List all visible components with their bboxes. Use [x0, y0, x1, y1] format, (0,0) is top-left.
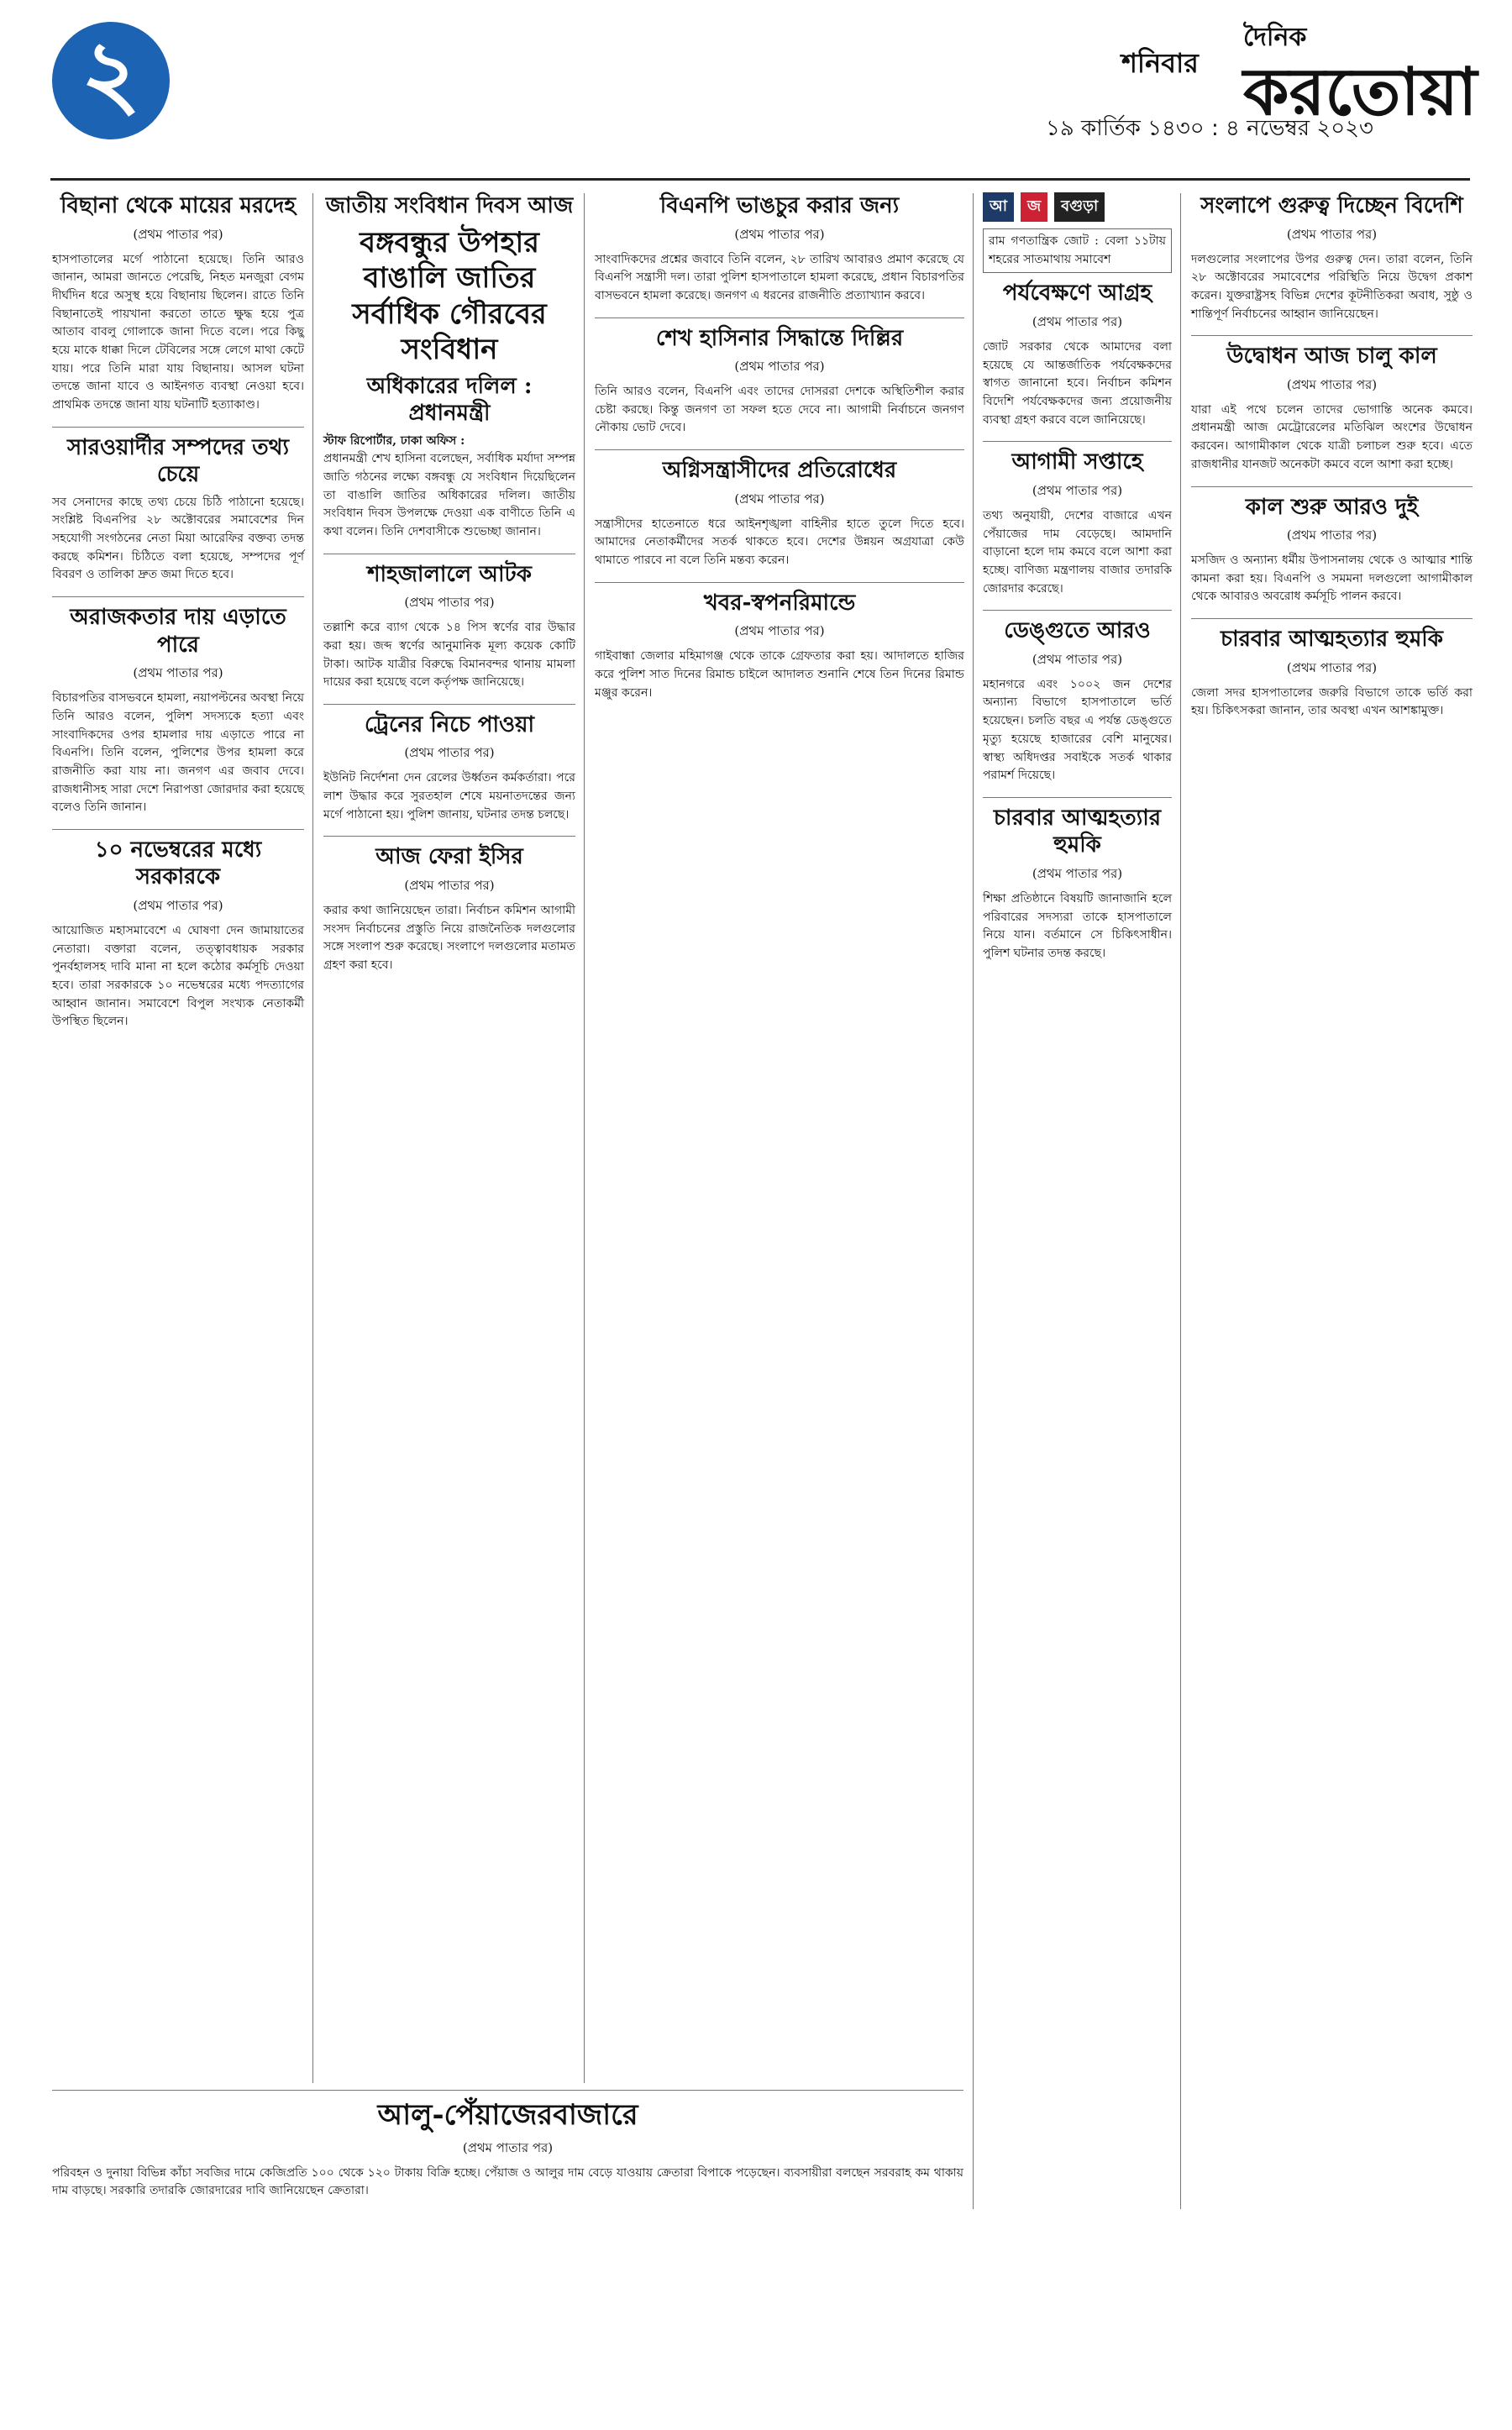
continued-label: (প্রথম পাতার পর) [133, 226, 223, 242]
story-body: জেলা সদর হাসপাতালের জরুরি বিভাগে তাকে ভর্তি করা হয়। চিকিৎসকরা জানান, তার অবস্থা এখন আশঙ্কামুক্ত। [1191, 685, 1473, 718]
story-body: তথ্য অনুযায়ী, দেশের বাজারে এখন পেঁয়াজের দাম বেড়েছে। আমদানি বাড়ানো হলে দাম কমবে বলে আশা করা হচ্ছে। বাণিজ্য মন্ত্রণালয় বাজার তদারকি জোরদার করেছে। [983, 508, 1172, 596]
story-body: গাইবান্ধা জেলার মহিমাগঞ্জ থেকে তাকে গ্রেফতার করা হয়। আদালতে হাজির করে পুলিশ সাত দিনের রিমান্ড চাইলে আদালত শুনানি শেষে তিন দিনের রিমান্ড মঞ্জুর করেন। [595, 649, 964, 700]
brand-small: দৈনিক [1243, 23, 1307, 52]
headline: শেখ হাসিনার সিদ্ধান্তে দিল্লির [655, 325, 904, 351]
headline: ১০ নভেম্বরের মধ্যে সরকারকে [94, 837, 262, 890]
story [983, 617, 1172, 785]
story-body: মহানগরে এবং ১০০২ জন দেশের অন্যান্য বিভাগে হাসপাতালে ভর্তি হয়েছেন। চলতি বছর এ পর্যন্ত ডেঙ্গুতে মৃত্যু হয়েছে হাজারের বেশি মানুষের। স্বাস্থ্য অধিদপ্তর সবাইকে সতর্ক থাকার পরামর্শ দিয়েছে। [983, 677, 1172, 783]
story [983, 280, 1172, 429]
headline: সারওয়ার্দীর সম্পদের তথ্য চেয়ে [66, 434, 290, 488]
continued-label: (প্রথম পাতার পর) [734, 623, 825, 639]
headline: আলু-পেঁয়াজেরবাজারে [377, 2098, 638, 2132]
headline: খবর-স্বপনরিমান্ডে [703, 590, 856, 616]
column-separator [1180, 193, 1181, 2209]
column-4 [983, 189, 1172, 975]
story-body: তিনি আরও বলেন, বিএনপি এবং তাদের দোসররা দেশকে অস্থিতিশীল করার চেষ্টা করছে। কিন্তু জনগণ তা সফল হতে দেবে না। আগামী নির্বাচনে জনগণ নৌকায় ভোট দেবে। [595, 385, 964, 435]
masthead-rule [50, 178, 1470, 181]
column-1 [52, 189, 304, 1043]
story-body: দলগুলোর সংলাপের উপর গুরুত্ব দেন। তারা বলেন, তিনি ২৮ অক্টোবরের সমাবেশের পরিস্থিতি নিয়ে উদ্বেগ প্রকাশ করেন। যুক্তরাষ্ট্রসহ বিভিন্ন দেশের কূটনীতিকরা অবাধ, সুষ্ঠু ও শান্তিপূর্ণ নির্বাচনের আহ্বান জানিয়েছেন। [1191, 252, 1473, 321]
column-separator [312, 193, 313, 2083]
story-body: পরিবহন ও দুনায়া বিভিন্ন কাঁচা সবজির দামে কেজিপ্রতি ১০০ থেকে ১২০ টাকায় বিক্রি হচ্ছে। পেঁয়াজ ও আলুর দাম বেড়ে যাওয়ায় ক্রেতারা বিপাকে পড়েছেন। ব্যবসায়ীরা বলছেন সরবরাহ কম থাকায় দাম বাড়ছে। সরকারি তদারকি জোরদারের দাবি জানিয়েছেন ক্রেতারা। [52, 2165, 963, 2198]
story-body: আয়োজিত মহাসমাবেশে এ ঘোষণা দেন জামায়াতের নেতারা। বক্তারা বলেন, তত্ত্বাবধায়ক সরকার পুনর্বহালসহ দাবি মানা না হলে কঠোর কর্মসূচি দেওয়া হবে। তারা সরকারকে ১০ নভেম্বরের মধ্যে পদত্যাগের আহ্বান জানান। সমাবেশে বিপুল সংখ্যক নেতাকর্মী উপস্থিত ছিলেন। [52, 923, 304, 1029]
divider [983, 610, 1172, 611]
story-body: যারা এই পথে চলেন তাদের ভোগান্তি অনেক কমবে। প্রধানমন্ত্রী আজ মেট্রোরেলের মতিঝিল অংশের উদ্বোধন করবেন। আগামীকাল থেকে যাত্রী চলাচল শুরু হবে। এতে রাজধানীর যানজট অনেকটা কমবে বলে আশা করা হচ্ছে। [1191, 402, 1473, 471]
continued-label: (প্রথম পাতার পর) [1032, 865, 1123, 881]
story [983, 449, 1172, 598]
story-body: তল্লাশি করে ব্যাগ থেকে ১৪ পিস স্বর্ণের বার উদ্ধার করা হয়। জব্দ স্বর্ণের আনুমানিক মূল্য কয়েক কোটি টাকা। আটক যাত্রীর বিরুদ্ধে বিমানবন্দর থানায় মামলা দায়ের করা হয়েছে বলে কর্তৃপক্ষ জানিয়েছে। [323, 621, 575, 690]
story-body: সব সেনাদের কাছে তথ্য চেয়ে চিঠি পাঠানো হয়েছে। সংশ্লিষ্ট বিএনপির ২৮ অক্টোবরের সমাবেশের দিন সহযোগী সংগঠনের নেতা মিয়া আরেফির বক্তব্য তদন্ত করছে কমিশন। চিঠিতে বলা হয়েছে, সম্পদের পূর্ণ বিবরণ ও তালিকা দ্রুত জমা দিতে হবে। [52, 495, 304, 582]
headline: সংলাপে গুরুত্ব দিচ্ছেন বিদেশি [1200, 193, 1463, 218]
divider [1191, 335, 1473, 336]
continued-label: (প্রথম পাতার পর) [1286, 527, 1378, 543]
continued-label: (প্রথম পাতার পর) [734, 359, 825, 375]
story [1191, 192, 1473, 323]
divider [983, 797, 1172, 798]
divider [1191, 486, 1473, 487]
story-body: মসজিদ ও অন্যান্য ধর্মীয় উপাসনালয় থেকে ও আত্মার শান্তি কামনা করা হয়। বিএনপি ও সমমনা দলগুলো আগামীকাল থেকে আবারও অবরোধ কর্মসূচি পালন করবে। [1191, 554, 1473, 604]
continued-label: (প্রথম পাতার পর) [734, 226, 825, 242]
story-body: জোট সরকার থেকে আমাদের বলা হয়েছে যে আন্তর্জাতিক পর্যবেক্ষকদের স্বাগত জানানো হবে। নির্বাচন কমিশন বিদেশি পর্যবেক্ষকদের জন্য প্রয়োজনীয় ব্যবস্থা গ্রহণ করবে বলে জানিয়েছে। [983, 339, 1172, 427]
continued-label: (প্রথম পাতার পর) [133, 897, 223, 913]
continued-label: (প্রথম পাতার পর) [404, 595, 495, 611]
story [323, 192, 575, 542]
story [595, 590, 964, 703]
story-body: শিক্ষা প্রতিষ্ঠানে বিষয়টি জানাজানি হলে পরিবারের সদস্যরা তাকে হাসপাতালে নিয়ে যান। বর্তমানে সে চিকিৎসাধীন। পুলিশ ঘটনার তদন্ত করছে। [983, 891, 1172, 960]
divider [595, 582, 964, 583]
headline: জাতীয় সংবিধান দিবস আজ [325, 193, 574, 218]
divider [52, 829, 304, 830]
headline: ট্রেনের নিচে পাওয়া [365, 711, 534, 737]
headline: অরাজকতার দায় এড়াতে পারে [70, 605, 286, 658]
divider [52, 596, 304, 597]
story-body: সাংবাদিকদের প্রশ্নের জবাবে তিনি বলেন, ২৮ তারিখ আবারও প্রমাণ করেছে যে বিএনপি সন্ত্রাসী দল। তারা পুলিশ হাসপাতালে হামলা করেছে, প্রধান বিচারপতির বাসভবনে হামলা করেছে। জনগণ এ ধরনের রাজনীতি প্রত্যাখ্যান করবে। [595, 252, 964, 302]
bogura-today [983, 192, 1172, 222]
continued-label: (প্রথম পাতার পর) [1032, 482, 1123, 498]
continued-label: (প্রথম পাতার পর) [462, 2139, 554, 2155]
story-body: হাসপাতালের মর্গে পাঠানো হয়েছে। তিনি আরও জানান, আমরা জানতে পেরেছি, নিহত মনজুরা বেগম দীর্ঘদিন ধরে অসুস্থ হয়ে বিছানায় ছিলেন। রাতে তিনি বিছানাতেই পায়খানা করতো তাতে ক্ষুদ্ধ হয়ে পুত্র আতাব বাবলু গোলাকে জানা দিতে বলে। পরে কিছু হয়ে মাকে ধাক্কা দিলে টেবিলের সঙ্গে লেগে মাথা কেটে যায়। পরে তিনি মারা যায় বিছানায়। আসল ঘটনা তদন্তে জানা যাবে ও আইনগত ব্যবস্থা নেওয়া হবে। প্রাথমিক তদন্তে জানা যায় ঘটনাটি হত্যাকাণ্ড। [52, 252, 304, 412]
continued-label: (প্রথম পাতার পর) [404, 745, 495, 761]
headline: ডেঙ্গুতে আরও [1004, 618, 1151, 644]
subheadline-2: অধিকারের দলিল : প্রধানমন্ত্রী [366, 373, 533, 426]
brand-logo [1243, 17, 1487, 168]
headline: চারবার আত্মহত্যার হুমকি [993, 805, 1162, 858]
story [595, 192, 964, 306]
headline: চারবার আত্মহত্যার হুমকি [1221, 627, 1443, 653]
story-body: করার কথা জানিয়েছেন তারা। নির্বাচন কমিশন আগামী সংসদ নির্বাচনের প্রস্তুতি নিয়ে রাজনৈতিক দলগুলোর সঙ্গে সংলাপ শুরু করেছে। সংলাপে দলগুলোর মতামত গ্রহণ করা হবে। [323, 903, 575, 972]
headline: উদ্বোধন আজ চালু কাল [1226, 344, 1437, 370]
continued-label: (প্রথম পাতার পর) [404, 877, 495, 893]
continued-label: (প্রথম পাতার পর) [133, 665, 223, 681]
divider [983, 441, 1172, 442]
story [323, 843, 575, 974]
divider [52, 2090, 963, 2091]
headline: আগামী সপ্তাহে [1011, 449, 1143, 475]
page-number: ২ [52, 22, 170, 139]
column-separator [973, 193, 974, 2209]
day-label: শনিবার [1121, 47, 1199, 79]
headline: কাল শুরু আরও দুই [1245, 494, 1419, 520]
story [52, 192, 304, 415]
story [52, 434, 304, 585]
story [983, 805, 1172, 963]
divider [595, 449, 964, 450]
notice-box: রাম গণতান্ত্রিক জোট : বেলা ১১টায় শহরের সাতমাথায় সমাবেশ [983, 228, 1172, 273]
headline: শাহজালালে আটক [367, 561, 532, 587]
story-body: ইউনিট নির্দেশনা দেন রেলের উর্ধ্বতন কর্মকর্তারা। পরে লাশ উদ্ধার করে সুরতহাল শেষে ময়নাতদন্তের জন্য মর্গে পাঠানো হয়। পুলিশ জানায়, ঘটনার তদন্ত চলছে। [323, 771, 575, 821]
headline: বিছানা থেকে মায়ের মরদেহ [60, 193, 296, 218]
story [1191, 343, 1473, 474]
divider [323, 836, 575, 837]
column-separator [584, 193, 585, 2083]
story [595, 325, 964, 438]
headline: বিএনপি ভাঙচুর করার জন্য [659, 193, 900, 218]
story [52, 837, 304, 1031]
column-2 [323, 189, 575, 987]
continued-label: (প্রথম পাতার পর) [1286, 226, 1378, 242]
divider [323, 704, 575, 705]
story [323, 561, 575, 692]
divider [1191, 618, 1473, 619]
continued-label: (প্রথম পাতার পর) [1032, 313, 1123, 329]
headline: পর্যবেক্ষণে আগ্রহ [1002, 281, 1152, 307]
bogura-tag: বগুড়া [1054, 192, 1105, 222]
divider [52, 427, 304, 428]
byline: স্টাফ রিপোর্টার, ঢাকা অফিস : [323, 433, 465, 448]
story-body: প্রধানমন্ত্রী শেখ হাসিনা বলেছেন, সর্বাধিক মর্যাদা সম্পন্ন জাতি গঠনের লক্ষ্যে বঙ্গবন্ধু যে সংবিধান দিয়েছিলেন তা বাঙালি জাতির অধিকারের দলিল। জাতীয় সংবিধান দিবস উপলক্ষে দেওয়া এক বাণীতে তিনি এ কথা বলেন। তিনি দেশবাসীকে শুভেচ্ছা জানান। [323, 452, 575, 538]
story [323, 711, 575, 825]
story-body: সন্ত্রাসীদের হাতেনাতে ধরে আইনশৃঙ্খলা বাহিনীর হাতে তুলে দিতে হবে। আমাদের নেতাকর্মীদের সতর্ক থাকতে হবে। দেশের উন্নয়ন অগ্রযাত্রা কেউ থামাতে পারবে না বলে তিনি মন্তব্য করেন। [595, 517, 964, 567]
continued-label: (প্রথম পাতার পর) [1032, 651, 1123, 667]
column-5 [1191, 189, 1473, 732]
bottom-story [52, 2083, 963, 2201]
continued-label: (প্রথম পাতার পর) [734, 491, 825, 506]
subheadline: বঙ্গবন্ধুর উপহার বাঙালি জাতির সর্বাধিক গৌরবের সংবিধান [352, 225, 547, 366]
today-letter-b: জ [1021, 192, 1047, 222]
continued-label: (প্রথম পাতার পর) [1286, 659, 1378, 675]
story-body: বিচারপতির বাসভবনে হামলা, নয়াপল্টনের অবস্থা নিয়ে তিনি আরও বলেন, পুলিশ সদস্যকে হত্যা এবং সাংবাদিকদের ওপর হামলার দায় এড়াতে পারে না বিএনপি। তিনি বলেন, পুলিশের উপর হামলা করে রাজনীতি করা যায় না। জনগণ এর জবাব দেবে। রাজধানীসহ সারা দেশে নিরাপত্তা জোরদার করা হয়েছে বলেও তিনি জানান। [52, 691, 304, 815]
story [595, 457, 964, 570]
story [1191, 494, 1473, 607]
headline: অগ্নিসন্ত্রাসীদের প্রতিরোধের [662, 458, 897, 484]
today-letter-a: আ [983, 192, 1014, 222]
story [52, 604, 304, 817]
continued-label: (প্রথম পাতার পর) [1286, 376, 1378, 392]
headline: আজ ফেরা ইসির [375, 844, 523, 870]
brand-big: করতোয়া [1243, 55, 1478, 130]
masthead [0, 0, 1512, 181]
date-line: ১৯ কার্তিক ১৪৩০ : ৪ নভেম্বর ২০২৩ [1046, 116, 1373, 141]
story [1191, 626, 1473, 721]
column-3 [595, 189, 964, 714]
